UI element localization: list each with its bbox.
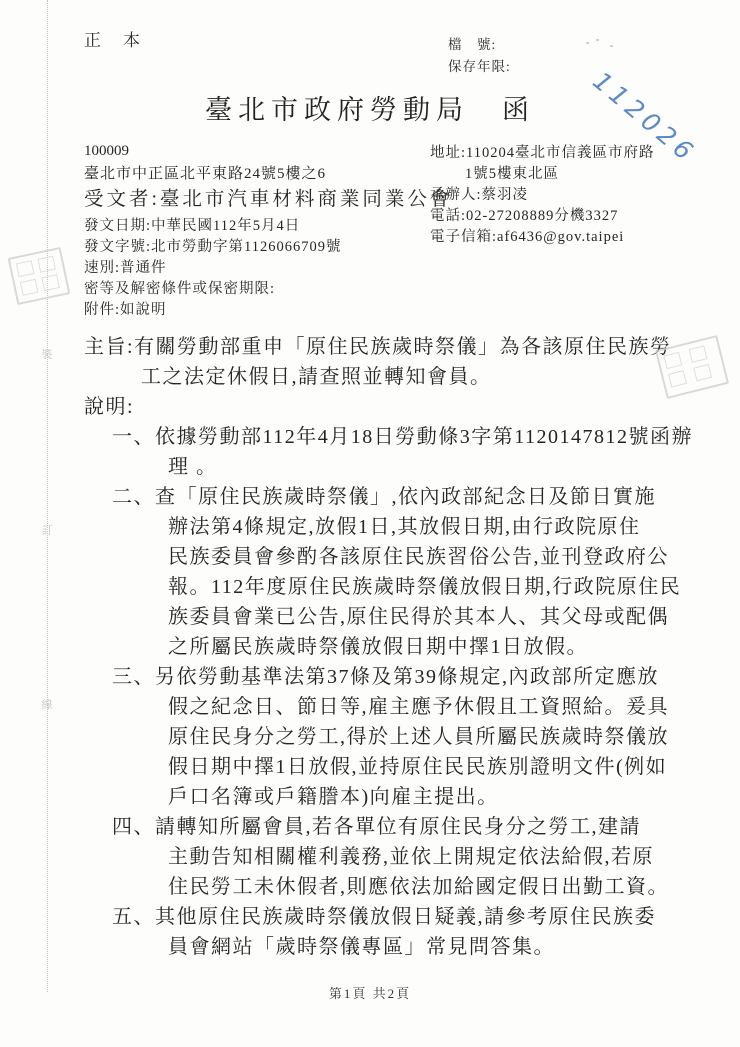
item-4-line: 住民勞工未休假者,則應依法加給國定假日出勤工資。 [168, 876, 669, 898]
agency-address-line2: 1號5樓東北區 [465, 166, 559, 182]
agency-address-line1: 地址:110204臺北市信義區市府路 [430, 145, 655, 161]
item-3-line: 假日期中擇1日放假,並持原住民民族別證明文件(例如 [168, 756, 668, 778]
item-3-line: 原住民身分之勞工,得於上述人員所屬民族歲時祭儀放 [168, 726, 669, 748]
recipient-line: 受文者:臺北市汽車材料商業同業公會 [84, 189, 453, 210]
agency-email: 電子信箱:af6436@gov.taipei [430, 229, 625, 245]
stamp-glyph-cell [693, 364, 712, 381]
agency-contact-person: 承辦人:蔡羽凌 [430, 187, 529, 203]
item-2-line: 民族委員會參酌各該原住民族習俗公告,並刊登政府公 [168, 546, 669, 568]
item-5-line: 員會網站「歲時祭儀專區」常見問答集。 [168, 936, 555, 958]
issue-date-line: 發文日期:中華民國112年5月4日 [84, 218, 301, 234]
binding-char-zhuang: 裝 [41, 349, 53, 361]
stamp-glyph-cell [689, 345, 708, 362]
binding-char-ding: 訂 [41, 525, 53, 537]
letter-body [84, 332, 720, 962]
item-2-line: 二、查「原住民族歲時祭儀」,依內政部紀念日及節日實施 [112, 486, 656, 508]
item-1-line: 理 。 [168, 456, 218, 478]
item-2-line: 報。112年度原住民族歲時祭儀放假日期,行政院原住民 [168, 576, 682, 598]
subject-line: 主旨:有關勞動部重申「原住民族歲時祭儀」為各該原住民族勞 [84, 336, 672, 358]
attachment-line: 附件:如說明 [84, 302, 167, 318]
stamp-glyph-cell [16, 260, 35, 277]
item-1-line: 一、依據勞動部112年4月18日勞動條3字第1120147812號函辦 [112, 426, 694, 448]
page-number: 第1頁 共2頁 [328, 986, 412, 1001]
copy-type-label: 正本 [84, 31, 162, 50]
stamp-glyph-cell [37, 256, 56, 273]
item-3-line: 假之紀念日、節日等,雇主應予休假且工資照給。爰具 [168, 696, 669, 718]
item-3-line: 戶口名簿或戶籍謄本)向雇主提出。 [168, 786, 499, 808]
stamp-glyph-cell [663, 352, 682, 369]
faded-receipt-stamp [8, 247, 71, 305]
pencil-speck [596, 39, 599, 41]
stamp-glyph-cell [41, 274, 60, 291]
binding-dotted-line [47, 0, 48, 992]
file-number-label: 檔 號: [448, 37, 497, 52]
item-3-line: 三、另依勞動基準法第37條及第39條規定,內政部所定應放 [112, 666, 659, 688]
dispatch-meta-block [84, 216, 342, 321]
pencil-speck [586, 42, 589, 44]
explanation-heading: 說明: [84, 396, 135, 418]
agency-contact-block [430, 143, 655, 248]
item-4-line: 四、請轉知所屬會員,若各單位有原住民身分之勞工,建請 [112, 816, 641, 838]
item-5-line: 五、其他原住民族歲時祭儀放假日疑義,請參考原住民族委 [112, 906, 656, 928]
agency-phone: 電話:02-27208889分機3327 [430, 208, 619, 224]
stamp-glyph-cell [668, 370, 687, 387]
file-reference-block [448, 34, 511, 78]
handwritten-registry-number: 112026 [587, 66, 703, 169]
document-title: 臺北市政府勞動局 函 [205, 95, 535, 125]
stamp-glyph-cell [20, 279, 39, 296]
item-4-line: 主動告知相關權利義務,並依上開規定依法給假,若原 [168, 846, 654, 868]
item-2-line: 辦法第4條規定,放假1日,其放假日期,由行政院原住 [168, 516, 641, 538]
item-2-line: 族委員會業已公告,原住民得於其本人、其父母或配偶 [168, 606, 669, 628]
recipient-zip: 100009 [84, 143, 129, 159]
doc-number-line: 發文字號:北市勞動字第1126066709號 [84, 239, 342, 255]
binding-char-xian: 線 [41, 699, 53, 711]
speed-line: 速別:普通件 [84, 260, 167, 276]
recipient-address: 臺北市中正區北平東路24號5樓之6 [84, 166, 327, 182]
item-2-line: 之所屬民族歲時祭儀放假日期中擇1日放假。 [168, 636, 588, 658]
subject-line: 工之法定休假日,請查照並轉知會員。 [141, 366, 492, 388]
secrecy-line: 密等及解密條件或保密期限: [84, 281, 276, 297]
retention-period-label: 保存年限: [448, 59, 511, 74]
pencil-speck [610, 45, 613, 47]
